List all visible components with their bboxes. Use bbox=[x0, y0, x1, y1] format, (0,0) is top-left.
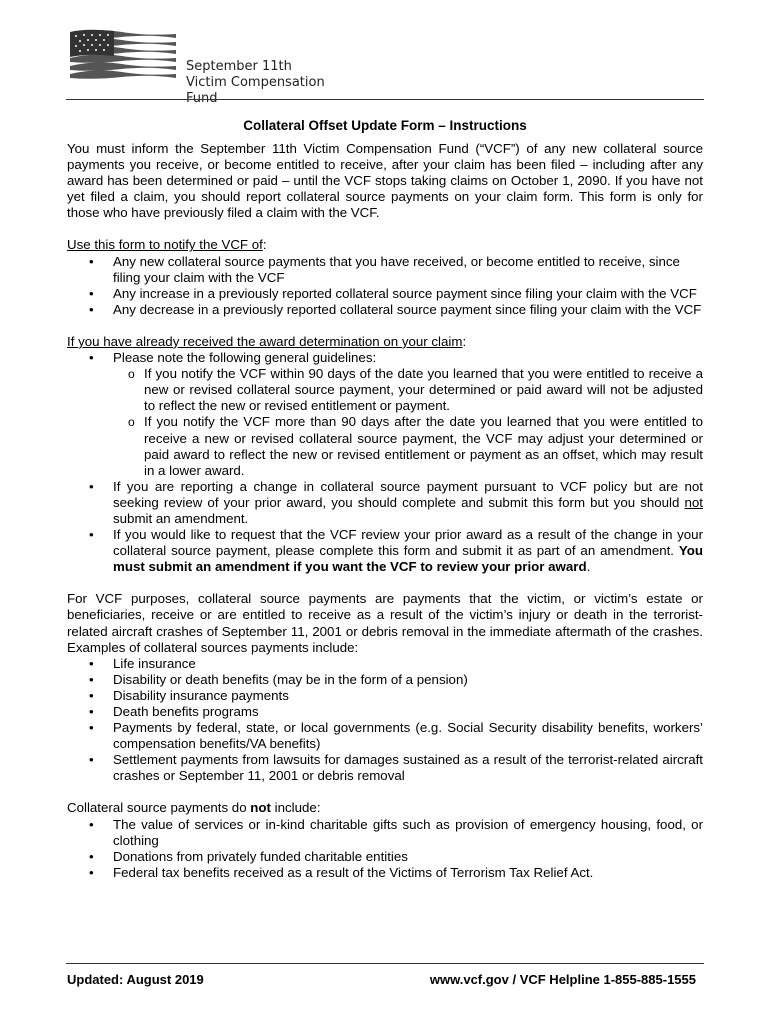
list-item: • Disability or death benefits (may be in the form of a pension) bbox=[67, 672, 703, 688]
list-item: • Any increase in a previously reported collateral source payment since filing your claim with the VCF bbox=[67, 286, 703, 302]
list-item: • Death benefits programs bbox=[67, 704, 703, 720]
list-item: • The value of services or in-kind charitable gifts such as provision of emergency housing, food, or clothing bbox=[67, 817, 703, 849]
list-item: • Life insurance bbox=[67, 656, 703, 672]
american-flag-icon bbox=[66, 28, 178, 86]
vcf-logo bbox=[66, 28, 336, 106]
policy-not: not bbox=[684, 494, 703, 510]
sub-list-item: o If you notify the VCF more than 90 days after the date you learned that you were entitled to receive a new or revised collateral source payment, the VCF may adjust your determined or paid award to reflect the new or revised entitlement or payment as an offset, which may result in a lower award. bbox=[113, 414, 703, 478]
list-item: • Any decrease in a previously reported collateral source payment since filing your claim with the VCF bbox=[67, 302, 703, 318]
logo-line-1: September 11th bbox=[186, 59, 292, 74]
instructions-body bbox=[67, 118, 703, 881]
exclusions-not: not bbox=[250, 800, 271, 816]
list-item: • Donations from privately funded charitable entities bbox=[67, 849, 703, 865]
list-item: • Federal tax benefits received as a result of the Victims of Terrorism Tax Relief Act. bbox=[67, 865, 703, 881]
logo-line-2: Victim Compensation Fund bbox=[186, 75, 325, 106]
exclusions-lead-end: include: bbox=[270, 800, 321, 816]
guidelines-sublist bbox=[113, 366, 703, 479]
list-item: • Disability insurance payments bbox=[67, 688, 703, 704]
exclusions-lead-text: Collateral source payments do bbox=[67, 800, 251, 816]
received-heading-text: If you have already received the award determination on your claim bbox=[67, 333, 463, 349]
review-text: If you would like to request that the VCF review your prior award as a result of the change in your collateral source payment, please complete this form and submit it as part of an amendment. bbox=[113, 527, 703, 559]
footer-contact[interactable]: www.vcf.gov / VCF Helpline 1-855-885-1555 bbox=[429, 972, 696, 987]
notify-heading-text: Use this form to notify the VCF of bbox=[67, 237, 263, 253]
policy-text-end: submit an amendment. bbox=[113, 510, 249, 526]
guidelines-intro: Please note the following general guidelines: bbox=[113, 350, 377, 366]
notify-heading bbox=[67, 237, 703, 253]
purposes-paragraph: For VCF purposes, collateral source payments are payments that the victim, or victim’s estate or beneficiaries, receive or are entitled to receive as a result of the victim’s injury or death in the terrorist-related aircraft crashes of September 11, 2001 or debris removal in the immediate aftermath of the crashes. Examples of collateral sources payments include: bbox=[67, 591, 703, 655]
examples-list bbox=[67, 656, 703, 785]
intro-paragraph: You must inform the September 11th Victim Compensation Fund (“VCF”) of any new collateral source payments you receive, or become entitled to receive, after your claim has been filed – including after any award has been determined or paid – until the VCF stops taking claims on October 1, 2090. If you have not yet filed a claim, you should report collateral source payments on your claim form. This form is only for those who have previously filed a claim with the VCF. bbox=[67, 141, 703, 221]
page-title: Collateral Offset Update Form – Instructions bbox=[243, 118, 527, 133]
exclusions-list bbox=[67, 817, 703, 881]
received-list bbox=[67, 350, 703, 575]
list-item: • Any new collateral source payments that you have received, or become entitled to receive, since filing your claim with the VCF bbox=[67, 254, 703, 286]
list-item: • Settlement payments from lawsuits for damages sustained as a result of the terrorist-related aircraft crashes or September 11, 2001 or debris removal bbox=[67, 752, 703, 784]
list-item bbox=[67, 527, 703, 575]
received-heading-colon: : bbox=[462, 333, 467, 349]
policy-text: If you are reporting a change in collateral source payment pursuant to VCF policy but are not seeking review of your prior award, you should complete and submit this form but you should bbox=[113, 478, 703, 510]
footer-updated: Updated: August 2019 bbox=[67, 972, 204, 987]
notify-list bbox=[67, 254, 703, 318]
sub-list-item: o If you notify the VCF within 90 days of the date you learned that you were entitled to receive a new or revised collateral source payment, your determined or paid award will not be adjusted to reflect the new or revised entitlement or payment. bbox=[113, 366, 703, 414]
list-item bbox=[67, 479, 703, 527]
review-end: . bbox=[586, 559, 591, 575]
exclusions-lead bbox=[67, 800, 703, 816]
list-item: • Payments by federal, state, or local governments (e.g. Social Security disability benefits, workers’ compensation benefits/VA benefits) bbox=[67, 720, 703, 752]
footer-divider bbox=[66, 963, 704, 964]
review-bold-text: You must submit an amendment if you want the VCF to review your prior award bbox=[113, 543, 703, 575]
notify-heading-colon: : bbox=[262, 237, 267, 253]
list-item bbox=[67, 350, 703, 479]
header-divider bbox=[66, 99, 704, 100]
received-heading bbox=[67, 334, 703, 350]
